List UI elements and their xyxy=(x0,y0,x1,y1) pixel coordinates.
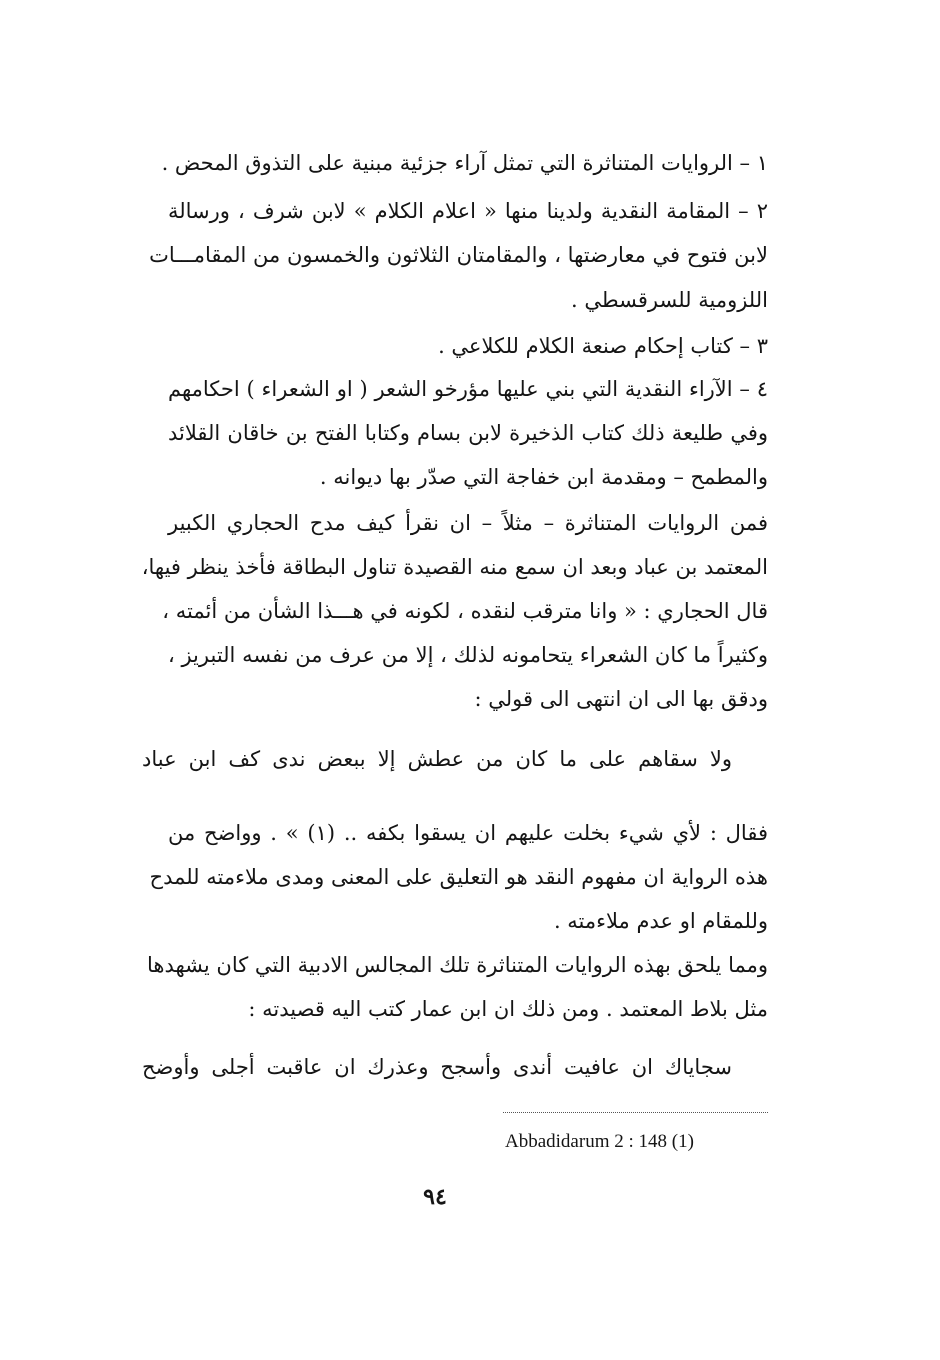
text-line: لابن فتوح في معارضتها ، والمقامتان الثلاثون والخمسون من المقامـــات xyxy=(149,243,768,267)
text-line: والمطمح – ومقدمة ابن خفاجة التي صدّر بها ديوانه . xyxy=(319,465,768,489)
verse-line: ولا سقاهم على ما كان من عطش إلا ببعض ندى كف ابن عباد xyxy=(142,747,732,771)
text-line: فقال : لأي شيء بخلت عليهم ان يسقوا بكفه .. (١) » . وواضح من xyxy=(168,821,768,845)
text-line: ودقق بها الى ان انتهى الى قولي : xyxy=(474,687,768,711)
footnote-divider xyxy=(503,1112,768,1113)
text-line: ٤ – الآراء النقدية التي بني عليها مؤرخو الشعر ( او الشعراء ) احكامهم xyxy=(168,377,768,401)
text-line: ٢ – المقامة النقدية ولدينا منها « اعلام الكلام » لابن شرف ، ورسالة xyxy=(168,199,768,223)
text-line: مثل بلاط المعتمد . ومن ذلك ان ابن عمار كتب اليه قصيدته : xyxy=(248,997,768,1021)
text-line: فمن الروايات المتناثرة – مثلاً – ان نقرأ كيف مدح الحجاري الكبير xyxy=(168,511,768,535)
text-line: قال الحجاري : « وانا مترقب لنقده ، لكونه في هـــذا الشأن من أئمته ، xyxy=(162,599,768,623)
verse-line: سجاياك ان عافيت أندى وأسجح وعذرك ان عاقبت أجلى وأوضح xyxy=(142,1055,732,1079)
text-line: ومما يلحق بهذه الروايات المتناثرة تلك المجالس الادبية التي كان يشهدها xyxy=(146,953,768,977)
text-line: اللزومية للسرقسطي . xyxy=(571,288,768,312)
footnote: Abbadidarum 2 : 148 (1) xyxy=(505,1131,694,1152)
text-line: وللمقام او عدم ملاءمته . xyxy=(553,909,768,933)
text-line: ٣ – كتاب إحكام صنعة الكلام للكلاعي . xyxy=(438,334,768,358)
text-line: وكثيراً ما كان الشعراء يتحامونه لذلك ، إلا من عرف من نفسه التبريز ، xyxy=(168,643,768,667)
text-line: وفي طليعة ذلك كتاب الذخيرة لابن بسام وكتابا الفتح بن خاقان القلائد xyxy=(168,421,768,445)
text-line: هذه الرواية ان مفهوم النقد هو التعليق على المعنى ومدى ملاءمته للمدح xyxy=(149,865,768,889)
text-line: المعتمد بن عباد وبعد ان سمع منه القصيدة تناول البطاقة فأخذ ينظر فيها، xyxy=(141,555,768,579)
text-line: ١ – الروايات المتناثرة التي تمثل آراء جزئية مبنية على التذوق المحض . xyxy=(161,151,768,175)
page-number: ٩٤ xyxy=(423,1184,447,1210)
